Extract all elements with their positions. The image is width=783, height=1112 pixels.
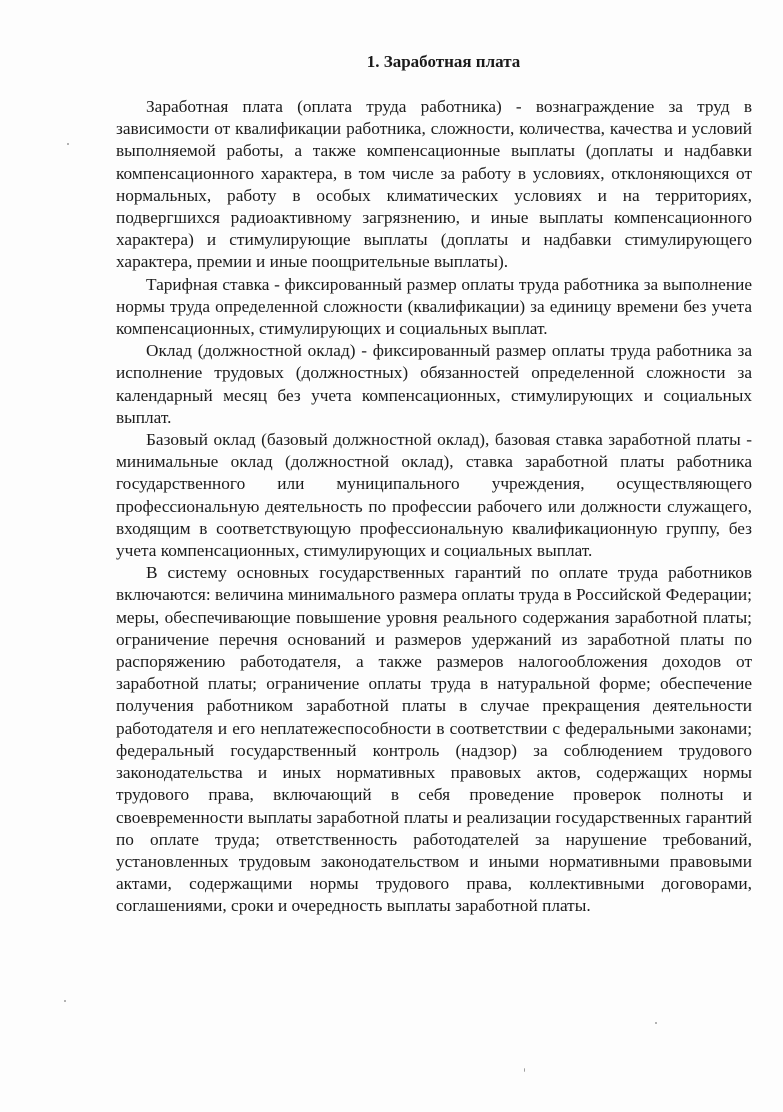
scan-speck	[67, 143, 69, 145]
paragraph-state-guarantees: В систему основных государственных гарантий по оплате труда работников включаются: величина минимального размера оплаты труда в Российской Федерации; меры, обеспечивающие повышение уровня реального содержания заработной платы; ограничение перечня оснований и размеров удержаний из заработной платы по распоряжению работодателя, а также размеров налогообложения доходов от заработной платы; ограничение оплаты труда в натуральной форме; обеспечение получения работником заработной платы в случае прекращения деятельности работодателя и его неплатежеспособности в соответствии с федеральными законами; федеральный государственный контроль (надзор) за соблюдением трудового законодательства и иных нормативных правовых актов, содержащих нормы трудового права, включающий в себя проведение проверок полноты и своевременности выплаты заработной платы и реализации государственных гарантий по оплате труда; ответственность работодателей за нарушение требований, установленных трудовым законодательством и иными нормативными правовыми актами, содержащими нормы трудового права, коллективными договорами, соглашениями, сроки и очередность выплаты заработной платы.	[116, 563, 752, 916]
scan-speck	[524, 1068, 525, 1072]
scan-speck	[64, 1000, 66, 1002]
paragraph-tariff-rate: Тарифная ставка - фиксированный размер оплаты труда работника за выполнение нормы труда определенной сложности (квалификации) за единицу времени без учета компенсационных, стимулирующих и социальных выплат.	[116, 274, 752, 339]
section-title: 1. Заработная плата	[366, 52, 521, 71]
paragraph-wage-definition: Заработная плата (оплата труда работника) - вознаграждение за труд в зависимости от квалификации работника, сложности, количества, качества и условий выполняемой работы, а также компенсационные выплаты (доплаты и надбавки компенсационного характера, в том числе за работу в условиях, отклоняющихся от нормальных, работу в особых климатических условиях и на территориях, подвергшихся радиоактивному загрязнению, и иные выплаты компенсационного характера) и стимулирующие выплаты (доплаты и надбавки стимулирующего характера, премии и иные поощрительные выплаты).	[116, 97, 752, 272]
scan-speck	[655, 1022, 657, 1024]
document-body	[116, 96, 752, 918]
paragraph-base-salary: Базовый оклад (базовый должностной оклад), базовая ставка заработной платы - минимальные оклад (должностной оклад), ставка заработной платы работника государственного или муниципального учреждения, осуществляющего профессиональную деятельность по профессии рабочего или должности служащего, входящим в соответствующую профессиональную квалификационную группу, без учета компенсационных, стимулирующих и социальных выплат.	[116, 430, 752, 561]
paragraph-salary: Оклад (должностной оклад) - фиксированный размер оплаты труда работника за исполнение трудовых (должностных) обязанностей определенной сложности за календарный месяц без учета компенсационных, стимулирующих и социальных выплат.	[116, 341, 752, 427]
